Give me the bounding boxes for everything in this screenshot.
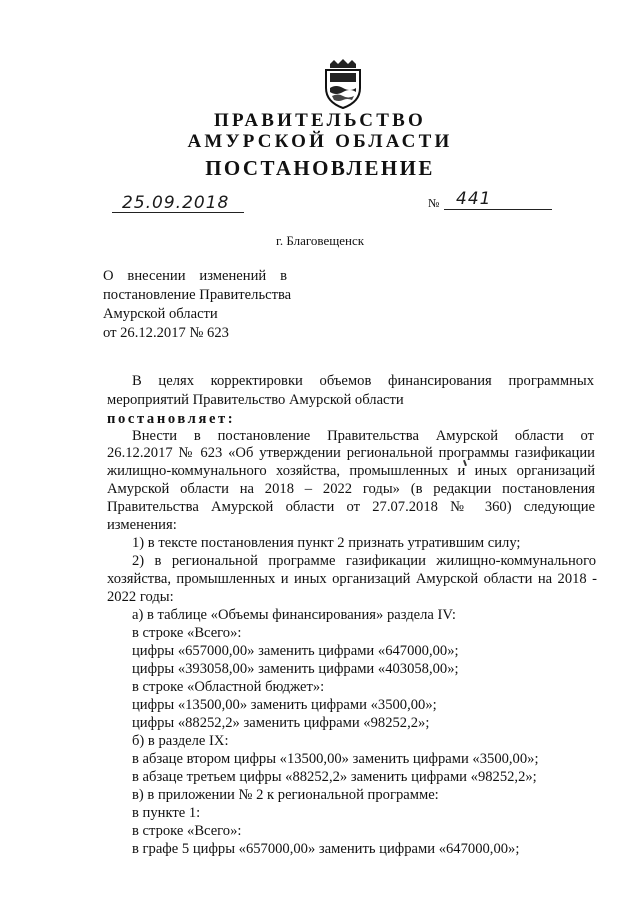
body-line: жилищно-коммунального хозяйства, промышленных и иных организаций: [107, 463, 595, 479]
body-line: В целях корректировки объемов финансирования программных: [132, 373, 594, 389]
list-item: цифры «393058,00» заменить цифрами «403058,00»;: [132, 661, 459, 677]
body-line: Амурской области на 2018 – 2022 годы» (в редакции постановления: [107, 481, 595, 497]
body-line: 26.12.2017 № 623 «Об утверждении региональной программы газификации: [107, 445, 595, 461]
list-item: а) в таблице «Объемы финансирования» раздела IV:: [132, 607, 456, 623]
subject-line: постановление Правительства: [103, 287, 292, 303]
resolution-word: постановляет:: [107, 411, 236, 427]
list-item: в) в приложении № 2 к региональной программе:: [132, 787, 439, 803]
body-line: изменения:: [107, 517, 177, 533]
body-line: мероприятий Правительство Амурской области: [107, 392, 404, 408]
body-line: 2022 годы:: [107, 589, 174, 605]
handwritten-date: 25.09.2018: [122, 193, 230, 213]
body-line: хозяйства, промышленных и иных организаций Амурской области на 2018 -: [107, 571, 597, 587]
list-item: в абзаце третьем цифры «88252,2» заменить цифрами «98252,2»;: [132, 769, 537, 785]
region-title: АМУРСКОЙ ОБЛАСТИ: [187, 131, 453, 152]
body-line: Внести в постановление Правительства Амурской области от: [132, 428, 594, 444]
subject-line: от 26.12.2017 № 623: [103, 325, 229, 341]
coat-of-arms-emblem: [320, 58, 366, 110]
list-item: цифры «88252,2» заменить цифрами «98252,2»;: [132, 715, 430, 731]
list-item: в графе 5 цифры «657000,00» заменить цифрами «647000,00»;: [132, 841, 520, 857]
list-item: цифры «657000,00» заменить цифрами «647000,00»;: [132, 643, 459, 659]
list-item: в строке «Всего»:: [132, 823, 242, 839]
date-underline: [112, 212, 244, 213]
subject-line: Амурской области: [103, 306, 218, 322]
list-item: в строке «Всего»:: [132, 625, 242, 641]
list-item: цифры «13500,00» заменить цифрами «3500,00»;: [132, 697, 437, 713]
city-line: г. Благовещенск: [275, 233, 365, 248]
body-line: Правительства Амурской области от 27.07.2018 № 360) следующие: [107, 499, 595, 515]
subject-line: О внесении изменений в: [103, 268, 287, 284]
list-item: 1) в тексте постановления пункт 2 признать утратившим силу;: [132, 535, 521, 551]
number-underline: [444, 209, 552, 210]
list-item: в абзаце втором цифры «13500,00» заменить цифрами «3500,00»;: [132, 751, 539, 767]
list-item: в пункте 1:: [132, 805, 201, 821]
list-item: 2) в региональной программе газификации жилищно-коммунального: [132, 553, 596, 569]
list-item: в строке «Областной бюджет»:: [132, 679, 325, 695]
number-sign: №: [428, 196, 440, 210]
list-item: б) в разделе IX:: [132, 733, 229, 749]
government-title: ПРАВИТЕЛЬСТВО: [214, 110, 426, 131]
handwritten-number: 441: [456, 189, 492, 209]
document-type-title: ПОСТАНОВЛЕНИЕ: [205, 156, 435, 180]
